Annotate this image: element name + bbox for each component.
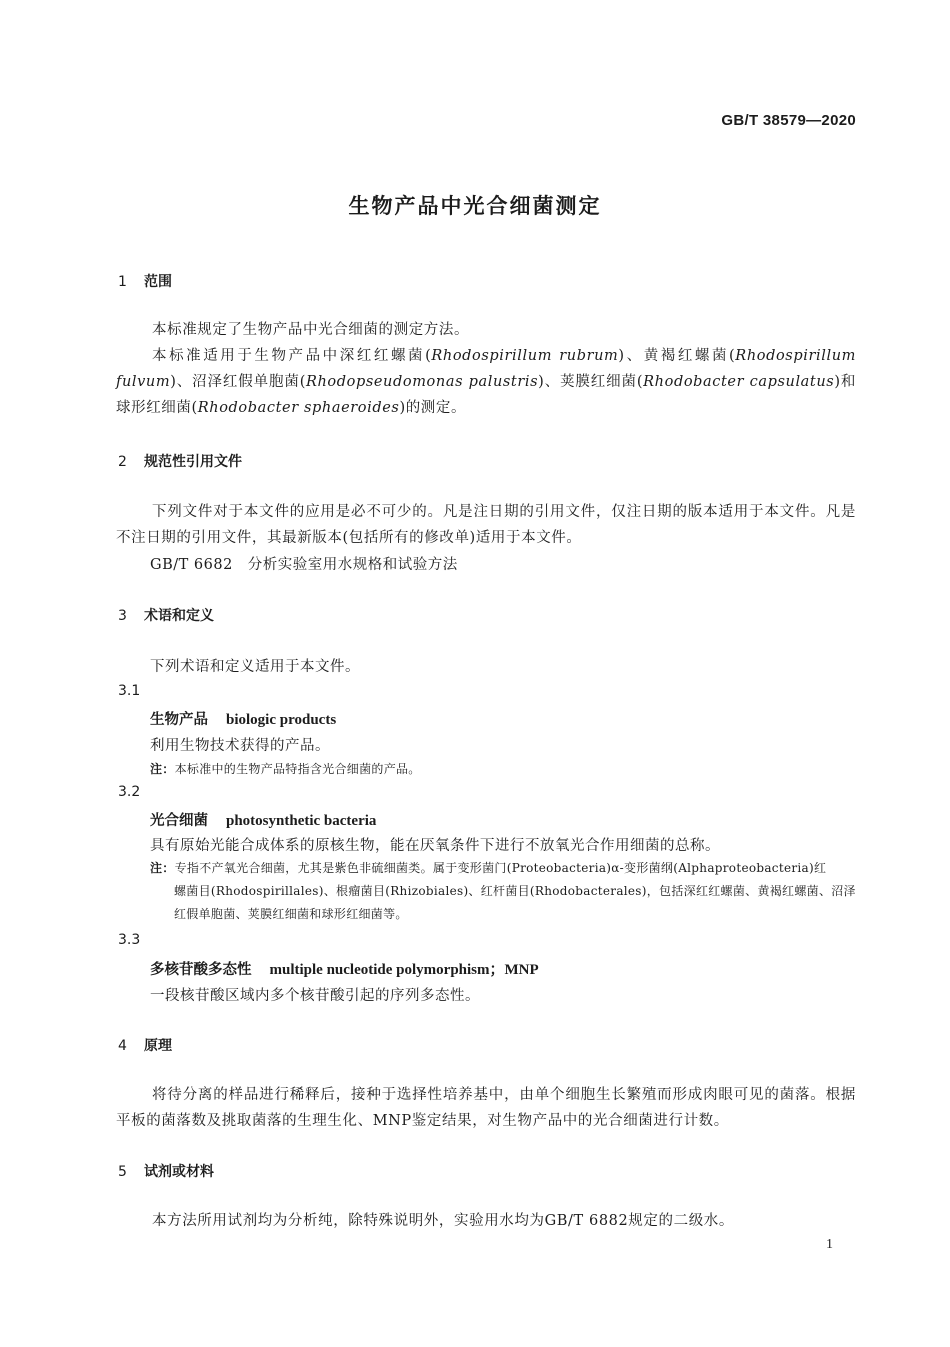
section-title: 规范性引用文件 <box>144 454 242 470</box>
text-run: )、黄褐红螺菌( <box>618 348 736 364</box>
text-run: )、沼泽红假单胞菌( <box>170 374 306 390</box>
section-1-heading <box>118 271 172 291</box>
page-title: 生物产品中光合细菌测定 <box>348 194 602 218</box>
term-note <box>150 857 860 926</box>
section-3-heading <box>118 605 214 625</box>
section-number: 5 <box>118 1164 127 1180</box>
page-number: 1 <box>826 1237 833 1252</box>
section-1-para-2 <box>116 343 856 421</box>
species-name: Rhodopseudomonas palustris <box>305 374 539 390</box>
species-name: Rhodospirillum fulvum <box>116 348 856 390</box>
section-2-para-1: 下列文件对于本文件的应用是必不可少的。凡是注日期的引用文件，仅注日期的版本适用于本文件。凡是不注日期的引用文件，其最新版本(包括所有的修改单)适用于本文件。 <box>116 504 856 546</box>
note-text: 专指不产氧光合细菌，尤其是紫色非硫细菌类。属于变形菌门(Proteobacteria)α-变形菌纲(Alphaproteobacteria)红 <box>174 861 827 875</box>
section-title: 术语和定义 <box>144 608 214 624</box>
term-entry <box>150 958 539 979</box>
section-5-para-1: 本方法所用试剂均为分析纯，除特殊说明外，实验用水均为GB/T 6882规定的二级水。 <box>152 1213 735 1229</box>
term-definition: 具有原始光能合成体系的原核生物，能在厌氧条件下进行不放氧光合作用细菌的总称。 <box>150 838 720 854</box>
term-zh: 光合细菌 <box>150 812 208 829</box>
section-number: 2 <box>118 454 127 470</box>
species-name: Rhodospirillum rubrum <box>431 348 619 364</box>
section-5-heading <box>118 1161 214 1181</box>
section-title: 试剂或材料 <box>144 1164 214 1180</box>
standard-number: GB/T 38579—2020 <box>721 112 856 129</box>
text-run: )和球形红细菌( <box>116 374 856 416</box>
term-en: multiple nucleotide polymorphism；MNP <box>269 962 539 978</box>
section-2-heading <box>118 451 242 471</box>
note-label: 注： <box>150 762 175 776</box>
note-text: 本标准中的生物产品特指含光合细菌的产品。 <box>174 762 421 776</box>
term-entry <box>150 708 336 729</box>
note-label: 注： <box>150 861 175 875</box>
section-title: 范围 <box>144 274 172 290</box>
clause-number: 3.1 <box>118 683 141 699</box>
section-4-para-1: 将待分离的样品进行稀释后，接种于选择性培养基中，由单个细胞生长繁殖而形成肉眼可见的菌落。根据平板的菌落数及挑取菌落的生理生化、MNP鉴定结果，对生物产品中的光合细菌进行计数。 <box>116 1087 856 1129</box>
section-4-heading <box>118 1035 172 1055</box>
text-run: )、荚膜红细菌( <box>538 374 644 390</box>
text-run: )的测定。 <box>399 400 467 416</box>
term-en: biologic products <box>226 712 337 728</box>
term-note <box>150 758 860 781</box>
clause-number: 3.2 <box>118 784 141 800</box>
term-entry <box>150 809 376 830</box>
section-number: 1 <box>118 274 127 290</box>
section-1-para-1: 本标准规定了生物产品中光合细菌的测定方法。 <box>152 322 470 338</box>
normative-reference: GB/T 6682 分析实验室用水规格和试验方法 <box>150 557 458 573</box>
section-3-para-1: 下列术语和定义适用于本文件。 <box>150 659 360 675</box>
species-name: Rhodobacter sphaeroides <box>197 400 400 416</box>
term-definition: 一段核苷酸区域内多个核苷酸引起的序列多态性。 <box>150 988 480 1004</box>
term-zh: 多核苷酸多态性 <box>150 961 252 978</box>
clause-number: 3.3 <box>118 932 141 948</box>
section-number: 4 <box>118 1038 127 1054</box>
section-title: 原理 <box>144 1038 172 1054</box>
term-en: photosynthetic bacteria <box>226 813 377 829</box>
text-run: 本标准适用于生物产品中深红红螺菌( <box>152 348 432 364</box>
term-zh: 生物产品 <box>150 711 208 728</box>
section-number: 3 <box>118 608 127 624</box>
note-text-continued: 螺菌目(Rhodospirillales)、根瘤菌目(Rhizobiales)、红杆菌目(Rhodobacterales)，包括深红红螺菌、黄褐红螺菌、沼泽红假单胞菌、荚膜红细菌和球形红细菌等。 <box>174 884 856 921</box>
term-definition: 利用生物技术获得的产品。 <box>150 738 330 754</box>
species-name: Rhodobacter capsulatus <box>643 374 835 390</box>
